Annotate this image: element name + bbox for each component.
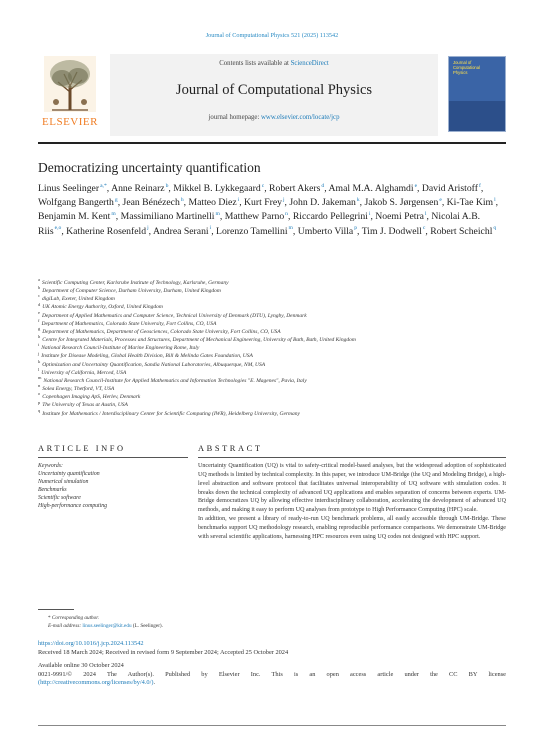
affiliation-key: f xyxy=(38,317,40,323)
author-name[interactable]: Andrea Serani xyxy=(152,225,209,237)
homepage-link[interactable]: www.elsevier.com/locate/jcp xyxy=(261,114,340,121)
journal-cover-thumbnail[interactable] xyxy=(448,56,506,132)
affiliation-item xyxy=(38,366,506,377)
email-suffix: (L. Seelinger). xyxy=(131,623,163,629)
affiliation-text: Institute for Mathematics / Interdisciplinary Center for Scientific Computing (IWR), Heidelberg University, Germany xyxy=(42,410,300,417)
affiliation-item xyxy=(38,287,506,295)
affiliation-text: Centre for Integrated Materials, Processes and Structures, Department of Mechanical Engineering, University of Bath, Bath, United Kingdom xyxy=(42,337,356,344)
affiliation-item xyxy=(38,344,506,352)
license-line-2 xyxy=(38,679,506,688)
affiliation-key: q xyxy=(38,407,41,413)
elsevier-tree-icon xyxy=(44,56,96,112)
affiliation-key: e xyxy=(38,309,40,315)
author-affiliation-marker[interactable]: h xyxy=(180,196,184,203)
keyword-item: High-performance computing xyxy=(38,502,108,509)
affiliation-item xyxy=(38,279,506,287)
author-name[interactable]: Jakob S. Jørgensen xyxy=(364,197,439,209)
author-affiliation-marker[interactable]: m xyxy=(111,211,116,218)
affiliation-text: The University of Texas at Austin, USA xyxy=(42,402,128,409)
article-info-rule xyxy=(38,457,188,458)
keywords-label: Keywords: xyxy=(38,463,63,469)
affiliation-key: n xyxy=(38,383,41,389)
author-affiliation-marker[interactable]: d xyxy=(321,182,325,189)
corresponding-label: Corresponding author. xyxy=(51,615,99,621)
affiliation-key: h xyxy=(38,334,41,340)
author-affiliation-marker[interactable]: c xyxy=(261,182,265,189)
affiliation-item xyxy=(38,385,506,393)
affiliation-key: b xyxy=(38,285,41,291)
affiliation-item xyxy=(38,303,506,311)
affiliation-text: National Research Council-Institute of Marine Engineering Rome, Italy xyxy=(41,345,200,352)
license-end: . xyxy=(153,679,156,687)
masthead xyxy=(38,54,506,136)
homepage-prefix: journal homepage: xyxy=(208,114,262,121)
footer-rule xyxy=(38,725,506,726)
author-name[interactable]: Robert Akers xyxy=(269,183,321,194)
elsevier-wordmark: ELSEVIER xyxy=(42,116,98,128)
author-name[interactable]: Robert Scheichl xyxy=(430,225,493,237)
article-info-heading: ARTICLE INFO xyxy=(38,444,126,453)
affiliation-text: Institute for Disease Modeling, Global Health Division, Bill & Melinda Gates Foundation, USA xyxy=(41,353,253,360)
abstract-heading: ABSTRACT xyxy=(198,444,263,453)
contents-prefix: Contents lists available at xyxy=(219,60,291,67)
affiliation-text: Department of Applied Mathematics and Computer Science, Technical University of Denmark (DTU), Lyngby, Denmark xyxy=(41,312,307,319)
keyword-item: Benchmarks xyxy=(38,486,67,493)
affiliation-text: Department of Computer Science, Durham University, Durham, United Kingdom xyxy=(42,288,221,295)
affiliation-item xyxy=(38,407,506,418)
received-dates: Received 18 March 2024; Received in revised form 9 September 2024; Accepted 25 October 2024 xyxy=(38,648,289,656)
author-name[interactable]: Tim J. Dodwell xyxy=(361,225,422,237)
affiliation-text: University of California, Merced, USA xyxy=(41,369,127,376)
affiliation-key: g xyxy=(38,326,41,332)
keywords-list xyxy=(38,471,188,511)
author-name[interactable]: David Aristoff xyxy=(421,183,478,194)
affiliation-key: l xyxy=(38,366,40,372)
author-affiliation-marker[interactable]: g xyxy=(114,196,118,203)
author-name[interactable]: Mikkel B. Lykkegaard xyxy=(173,183,261,194)
abstract-body xyxy=(198,462,506,542)
affiliation-item xyxy=(38,309,506,320)
affiliation-text: Scientific Computing Center, Karlsruhe Institute of Technology, Karlsruhe, Germany xyxy=(41,280,229,286)
author-affiliation-marker[interactable]: p xyxy=(354,225,358,232)
affiliation-item xyxy=(38,352,506,360)
author-affiliation-marker[interactable]: j xyxy=(282,196,285,203)
affiliation-key: j xyxy=(38,350,40,356)
author-name[interactable]: John D. Jakeman xyxy=(289,197,356,209)
email-link[interactable]: linus.seelinger@kit.edu xyxy=(82,623,132,629)
author-affiliation-marker[interactable]: m xyxy=(215,211,220,218)
author-affiliation-marker[interactable]: n xyxy=(285,211,288,218)
affiliation-item xyxy=(38,377,506,385)
email-label: E-mail address: xyxy=(48,623,83,629)
affiliation-text: National Research Council-Institute for Applied Mathematics and Information Technologies "E. Magenes", Pavia, Italy xyxy=(43,377,307,384)
author-name[interactable]: Ki-Tae Kim xyxy=(446,197,494,209)
cover-title: Journal of Computational Physics xyxy=(453,60,481,75)
affiliation-text: Department of Mathematics, Department of Geosciences, Colorado State University, Fort Collins, CO, USA xyxy=(42,328,281,335)
author-affiliation-marker[interactable]: e,o xyxy=(54,225,62,232)
article-title: Democratizing uncertainty quantification xyxy=(38,160,261,175)
author-affiliation-marker[interactable]: q xyxy=(493,225,497,232)
abstract-rule xyxy=(198,457,506,458)
corresponding-footnote xyxy=(48,615,99,622)
affiliation-item xyxy=(38,295,506,303)
affiliation-key: p xyxy=(38,399,41,405)
author-name[interactable]: Amal M.A. Alghamdi xyxy=(328,183,414,194)
affiliation-item xyxy=(38,317,506,328)
author-name[interactable]: Matthew Parno xyxy=(224,211,285,223)
corresponding-marker: * xyxy=(48,615,51,621)
author-affiliation-marker[interactable]: b xyxy=(165,182,169,189)
affiliation-text: Optimization and Uncertainty Quantification, Sandia National Laboratories, Albuquerque, NM, USA xyxy=(42,361,266,368)
publication-info xyxy=(38,640,506,657)
affiliation-key: m xyxy=(38,375,42,381)
author-name[interactable]: Lorenzo Tamellini xyxy=(216,225,288,237)
doi-link[interactable]: https://doi.org/10.1016/j.jcp.2024.113542 xyxy=(38,640,144,647)
author-affiliation-marker[interactable]: e xyxy=(439,196,442,203)
abstract-paragraph-1: Uncertainty Quantification (UQ) is vital to safety-critical model-based analyses, but the widespread adoption of sophisticated UQ methods is limited by technical complexity. In this paper, we introduce UM-Bridge (the UQ and Modeling Bridge), a high-level abstraction and software protocol that facilitates universal interoperability of UQ software with simulation codes. It breaks down the technical complexity of advanced UQ applications and enables separation of concerns between experts. UM-Bridge democratizes UQ by allowing effective interdisciplinary collaboration, accelerating the development of advanced UQ methods, and making it easy to perform UQ analyses from prototype to High Performance Computing (HPC) scale. xyxy=(198,463,506,514)
journal-banner xyxy=(110,54,438,136)
keyword-item: Scientific software xyxy=(38,494,81,501)
author-affiliation-marker[interactable]: i xyxy=(209,225,212,232)
affiliation-text: Solea Energy, Thetford, VT, USA xyxy=(42,386,115,393)
author-affiliation-marker[interactable]: f xyxy=(478,182,481,189)
affiliation-key: d xyxy=(38,301,41,307)
affiliation-item xyxy=(38,358,506,369)
cover-graphic xyxy=(449,101,505,131)
author-name[interactable]: Anne Reinarz xyxy=(111,183,165,194)
author-name[interactable]: Jean Bénézech xyxy=(122,197,180,209)
elsevier-logo[interactable] xyxy=(38,54,102,128)
affiliation-key: k xyxy=(38,358,41,364)
license-info xyxy=(38,662,506,688)
abstract-paragraph-2: In addition, we present a library of ready-to-run UQ benchmark problems, all easily accessible through UM-Bridge. These benchmarks support UQ methodology research, enabling reproducible performance comparisons. We demonstrate UM-Bridge with several scientific applications, harnessing HPC resources even using UQ codes not designed with HPC support. xyxy=(198,516,506,540)
author-affiliation-marker[interactable]: m xyxy=(288,225,293,232)
author-name[interactable]: Wolfgang Bangerth xyxy=(38,197,114,209)
email-footnote xyxy=(48,623,163,630)
affiliation-item xyxy=(38,393,506,401)
affiliation-key: a xyxy=(38,277,40,283)
affiliation-key: c xyxy=(38,293,40,299)
footnote-rule xyxy=(38,609,74,610)
author-affiliation-marker[interactable]: i xyxy=(237,196,240,203)
affiliation-text: Copenhagen Imaging ApS, Herlev, Denmark xyxy=(42,394,141,401)
available-online: Available online 30 October 2024 xyxy=(38,662,124,669)
keyword-item: Numerical simulation xyxy=(38,478,89,485)
author-affiliation-marker[interactable]: j xyxy=(147,225,149,232)
affiliation-text: Department of Mathematics, Colorado State University, Fort Collins, CO, USA xyxy=(41,320,217,327)
affiliation-text: UK Atomic Energy Authority, Oxford, United Kingdom xyxy=(42,304,163,311)
author-affiliation-marker[interactable]: i xyxy=(368,211,371,218)
license-link[interactable]: (http://creativecommons.org/licenses/by/4.0/) xyxy=(38,679,154,687)
affiliation-list xyxy=(38,279,506,418)
affiliation-item xyxy=(38,401,506,409)
affiliation-item xyxy=(38,328,506,336)
homepage-line xyxy=(110,114,438,121)
author-name[interactable]: Nicolai A.B. Riis xyxy=(38,211,481,237)
journal-reference: Journal of Computational Physics 521 (2025) 113542 xyxy=(205,32,339,39)
author-name[interactable]: Matteo Diez xyxy=(188,197,237,209)
author-list: Linus Seelinger$^{a,*}$, Anne Reinarz$^b$, Mikkel B. Lykkegaard$^c$, Robert Akers$^d$, Amal M.A. Alghamdi$^e$, David Aristoff$^f$, Wolfgang Bangerth$^g$, Jean Bénézech$^h$, Matteo Diez$^i$, Kurt Frey$^j$, John D. Jakeman$^k$, Jakob S. Jørgensen$^e$, Ki-Tae Kim$^l$, Benjamin M. Kent$^m$, Massimiliano Martinelli$^m$, Matthew Parno$^n$, Riccardo Pellegrini$^i$, Noemi Petra$^l$, Nicolai A.B. Riis$^{e,o}$, Katherine Rosenfeld$^j$, Andrea Serani$^i$, Lorenzo Tamellini$^m$, Umberto Villa$^p$, Tim J. Dodwell$^c$, Robert Scheichl$^q$ xyxy=(38,182,499,237)
author-name[interactable]: Benjamin M. Kent xyxy=(38,211,111,223)
contents-line xyxy=(110,60,438,67)
affiliation-text: digiLab, Exeter, United Kingdom xyxy=(41,296,115,303)
sciencedirect-link[interactable]: ScienceDirect xyxy=(290,60,329,67)
author-affiliation-marker[interactable]: l xyxy=(494,196,496,203)
author-name[interactable]: Katherine Rosenfeld xyxy=(66,225,147,237)
affiliation-key: i xyxy=(38,342,40,348)
header-rule xyxy=(38,142,506,144)
author-name[interactable]: Kurt Frey xyxy=(244,197,282,209)
keyword-item: Uncertainty quantification xyxy=(38,470,100,477)
author-name[interactable]: Noemi Petra xyxy=(375,211,424,223)
author-name[interactable]: Linus Seelinger xyxy=(38,183,100,194)
keywords-block xyxy=(38,463,188,510)
author-affiliation-marker[interactable]: k xyxy=(356,196,360,203)
author-name[interactable]: Riccardo Pellegrini xyxy=(292,211,368,223)
journal-title: Journal of Computational Physics xyxy=(175,82,373,98)
author-affiliation-marker[interactable]: a,* xyxy=(100,182,107,189)
author-name[interactable]: Massimiliano Martinelli xyxy=(120,211,215,223)
author-affiliation-marker[interactable]: e xyxy=(414,182,418,189)
author-affiliation-marker[interactable]: l xyxy=(424,211,427,218)
author-affiliation-marker[interactable]: c xyxy=(422,225,426,232)
author-name[interactable]: Umberto Villa xyxy=(297,225,354,237)
license-line: 0021-9991/© 2024 The Author(s). Published by Elsevier Inc. This is an open access article under the CC BY license xyxy=(38,670,506,678)
affiliation-item xyxy=(38,336,506,344)
affiliation-key: o xyxy=(38,391,41,397)
